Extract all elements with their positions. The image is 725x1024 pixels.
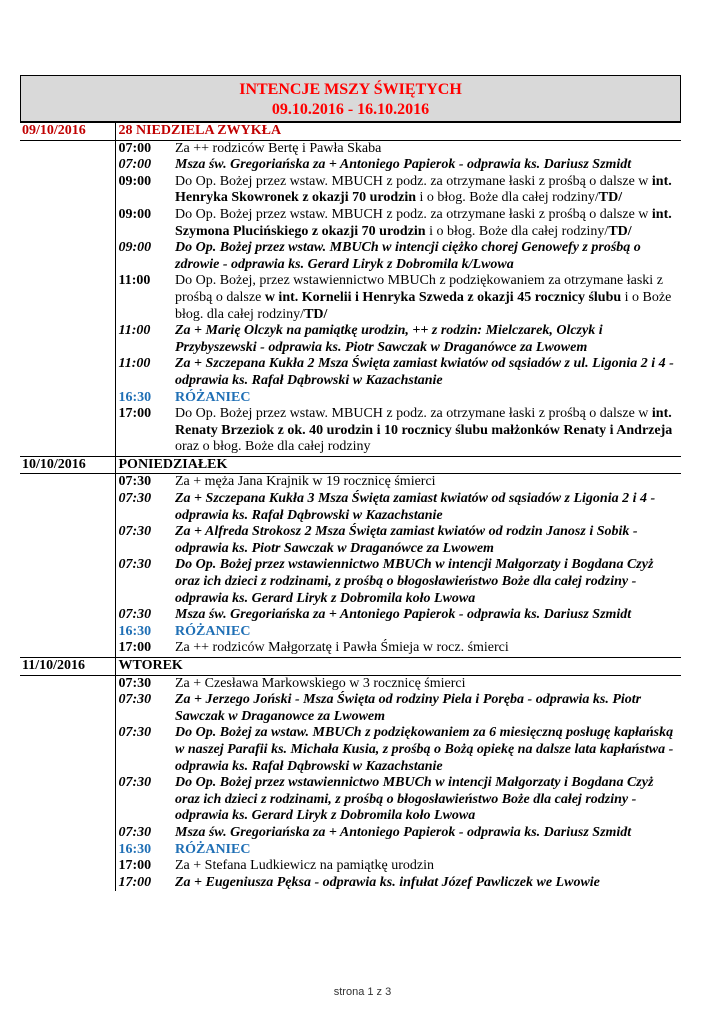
intention-row [20, 356, 681, 389]
mass-time: 07:30 [118, 524, 152, 540]
intention-text-part: Do Op. Bożej przez wstaw. MBUCH z podz. za otrzymane łaski z prośbą o dalsze w [175, 406, 652, 422]
intention-text [173, 207, 681, 240]
header-banner [20, 75, 681, 122]
mass-time: 11:00 [118, 273, 151, 289]
intention-text-part: Do Op. Bożej przez wstawiennictwo MBUCh w intencji Małgorzaty i Bogdana Czyż oraz ich dzieci z rodzinami, z prośbą o błogosławieństwo Boże dla całej rodziny - odprawia ks. Gerard Liryk z Dobromila koło Lwowa [175, 775, 654, 824]
intention-text-part: Do Op. Bożej przez wstawiennictwo MBUCh w intencji Małgorzaty i Bogdana Czyż oraz ich dzieci z rodzinami, z prośbą o błogosławieństwo Boże dla całej rodziny - odprawia ks. Gerard Liryk z Dobromila koło Lwowa [175, 557, 654, 606]
intention-row [20, 675, 681, 692]
intention-text [173, 692, 681, 725]
intention-row [20, 491, 681, 524]
date-cell-empty [20, 557, 115, 607]
intention-text [173, 858, 681, 875]
mass-time: 07:30 [118, 491, 152, 507]
intention-text-part: i o błog. Boże dla całej rodziny/ [425, 223, 609, 239]
mass-time: 07:30 [118, 557, 152, 573]
mass-time: 17:00 [118, 874, 152, 890]
date-cell-empty [20, 174, 115, 207]
intention-text-part: Za + męża Jana Krajnik w 19 rocznicę śmierci [175, 474, 436, 490]
mass-time: 07:30 [118, 607, 152, 623]
intention-row [20, 174, 681, 207]
mass-time: 17:00 [118, 858, 152, 874]
mass-time: 17:00 [118, 406, 152, 422]
intention-text [173, 557, 681, 607]
intentions-table [20, 122, 681, 891]
mass-time: 16:30 [118, 389, 152, 405]
intention-text-part: Do Op. Bożej, przez wstawiennictwo MBUCh z podziękowaniem za otrzymane łaski z prośbą o dalsze [175, 273, 663, 305]
intention-text-part: Za + Szczepana Kukła 2 Msza Święta zamiast kwiatów od sąsiadów z ul. Ligonia 2 i 4 - odprawia ks. Rafał Dąbrowski w Kazachstanie [175, 356, 674, 388]
intention-text [173, 825, 681, 842]
date-cell-empty [20, 607, 115, 624]
date-cell-empty [20, 474, 115, 491]
intention-text-part: int. Szymona Plucińskiego z okazji 70 urodzin [175, 206, 672, 239]
mass-time: 07:30 [118, 675, 152, 691]
intention-row [20, 273, 681, 323]
intention-row [20, 557, 681, 607]
intention-row [20, 875, 681, 892]
intention-text [173, 607, 681, 624]
intention-text [173, 842, 681, 859]
intention-text-part: i o błog. Boże dla całej rodziny/ [416, 190, 599, 206]
intention-row [20, 390, 681, 407]
intention-row [20, 323, 681, 356]
date-cell-empty [20, 406, 115, 456]
intention-row [20, 157, 681, 174]
intention-row [20, 406, 681, 456]
date-cell-empty [20, 207, 115, 240]
day-date: 10/10/2016 [20, 456, 115, 474]
date-cell-empty [20, 356, 115, 389]
mass-time: 07:30 [118, 824, 152, 840]
intention-text-part: Za + Jerzego Joński - Msza Święta od rodziny Piela i Poręba - odprawia ks. Piotr Sawczak w Draganowce za Lwowem [175, 692, 642, 724]
intention-row [20, 725, 681, 775]
intention-text [173, 524, 681, 557]
intention-text-part: Za + Szczepana Kukła 3 Msza Święta zamiast kwiatów od sąsiadów z Ligonia 2 i 4 - odprawia ks. Rafał Dąbrowski w Kazachstanie [175, 491, 656, 523]
date-cell-empty [20, 675, 115, 692]
intention-text-part: TD/ [608, 223, 632, 239]
intention-text [173, 273, 681, 323]
intention-row [20, 640, 681, 657]
intention-row [20, 775, 681, 825]
intention-text [173, 875, 681, 892]
date-cell-empty [20, 323, 115, 356]
page-number: strona 1 z 3 [333, 986, 392, 998]
mass-time: 07:30 [118, 474, 152, 490]
date-cell-empty [20, 725, 115, 775]
intention-text-part: Msza św. Gregoriańska za + Antoniego Papierok - odprawia ks. Dariusz Szmidt [175, 157, 632, 173]
date-cell-empty [20, 692, 115, 725]
page-title: INTENCJE MSZY ŚWIĘTYCH [239, 81, 462, 98]
intention-text-part: Za + Czesława Markowskiego w 3 rocznicę śmierci [175, 675, 466, 691]
date-cell-empty [20, 842, 115, 859]
date-cell-empty [20, 157, 115, 174]
day-name: WTOREK [115, 658, 681, 676]
intention-text [173, 775, 681, 825]
date-cell-empty [20, 390, 115, 407]
mass-time: 07:30 [118, 692, 152, 708]
intention-row [20, 240, 681, 273]
intention-row [20, 607, 681, 624]
intention-text-part: TD/ [598, 190, 623, 206]
mass-time: 07:00 [118, 140, 152, 156]
intention-text [173, 491, 681, 524]
intention-text-part: Za ++ rodziców Bertę i Pawła Skaba [175, 140, 382, 156]
day-name: PONIEDZIAŁEK [115, 456, 681, 474]
intention-text [173, 157, 681, 174]
intention-text-part: i o Boże błog. dla całej rodziny/ [175, 289, 672, 322]
day-date: 09/10/2016 [20, 123, 115, 141]
intention-text-part: Do Op. Bożej przez wstaw. MBUCH z podz. za otrzymane łaski z prośbą o dalsze w [175, 206, 652, 222]
intention-text [173, 725, 681, 775]
intention-text-part: RÓŻANIEC [175, 623, 251, 639]
intention-row [20, 207, 681, 240]
intention-text-part: Do Op. Bożej za wstaw. MBUCh z podziękowaniem za 6 miesięczną posługę kapłańską w naszej Parafii ks. Michała Kusia, z prośbą o Bożą opiekę na dalsze lata kapłaństwa - odprawia ks. Rafał Dąbrowski w Kazachstanie [175, 725, 674, 774]
day-date: 11/10/2016 [20, 658, 115, 676]
intention-row [20, 524, 681, 557]
date-cell-empty [20, 273, 115, 323]
mass-time: 09:00 [118, 240, 152, 256]
intention-text-part: RÓŻANIEC [175, 389, 251, 405]
mass-time: 16:30 [118, 841, 152, 857]
mass-intentions-sheet [20, 75, 681, 891]
date-cell-empty [20, 640, 115, 657]
date-cell-empty [20, 875, 115, 892]
day-header-row [20, 456, 681, 474]
intention-row [20, 842, 681, 859]
mass-time: 09:00 [118, 206, 152, 222]
mass-time: 16:30 [118, 623, 152, 639]
intention-text-part: Msza św. Gregoriańska za + Antoniego Papierok - odprawia ks. Dariusz Szmidt [175, 607, 632, 623]
mass-time: 07:00 [118, 157, 152, 173]
intention-text-part: Do Op. Bożej przez wstaw. MBUCh w intencji ciężko chorej Genowefy z prośbą o zdrowie - odprawia ks. Gerard Liryk z Dobromila k/Lwowa [175, 240, 641, 272]
intention-text-part: int. Renaty Brzeziok z ok. 40 urodzin i 10 rocznicy ślubu małżonków Renaty i Andrzeja [175, 406, 673, 438]
date-cell-empty [20, 140, 115, 157]
day-header-row [20, 658, 681, 676]
intention-row [20, 474, 681, 491]
intention-row [20, 692, 681, 725]
intention-row [20, 624, 681, 641]
intention-text-part: Za + Eugeniusza Pęksa - odprawia ks. infułat Józef Pawliczek we Lwowie [175, 874, 600, 890]
date-cell-empty [20, 524, 115, 557]
intention-text-part: w int. Kornelii i Henryka Szweda z okazji 45 rocznicy ślubu [264, 289, 622, 305]
intention-text-part: oraz o błog. Boże dla całej rodziny [175, 439, 371, 455]
intention-text-part: Za + Alfreda Strokosz 2 Msza Święta zamiast kwiatów od rodzin Janosz i Sobik - odprawia ks. Piotr Sawczak w Draganówce za Lwowem [175, 524, 638, 556]
date-cell-empty [20, 858, 115, 875]
intention-text [173, 174, 681, 207]
day-header-row [20, 123, 681, 141]
intention-text [173, 624, 681, 641]
date-cell-empty [20, 240, 115, 273]
intention-text [173, 474, 681, 491]
intention-text [173, 406, 681, 456]
mass-time: 17:00 [118, 640, 152, 656]
intention-text-part: TD/ [304, 306, 328, 322]
mass-time: 11:00 [118, 356, 151, 372]
intention-text-part: Za ++ rodziców Małgorzatę i Pawła Śmieja w rocz. śmierci [175, 640, 509, 656]
intention-text [173, 390, 681, 407]
intention-row [20, 825, 681, 842]
intention-text [173, 640, 681, 657]
date-cell-empty [20, 825, 115, 842]
intention-text-part: Za + Stefana Ludkiewicz na pamiątkę urodzin [175, 858, 435, 874]
intention-text-part: Za + Marię Olczyk na pamiątkę urodzin, ++ z rodzin: Mielczarek, Olczyk i Przybyszewski - odprawia ks. Piotr Sawczak w Draganówce za Lwowem [175, 323, 603, 355]
intention-row [20, 858, 681, 875]
mass-time: 07:30 [118, 725, 152, 741]
intention-row [20, 140, 681, 157]
date-cell-empty [20, 491, 115, 524]
intention-text [173, 140, 681, 157]
mass-time: 11:00 [118, 323, 151, 339]
date-cell-empty [20, 775, 115, 825]
intention-text-part: Msza św. Gregoriańska za + Antoniego Papierok - odprawia ks. Dariusz Szmidt [175, 824, 632, 840]
intention-text-part: RÓŻANIEC [175, 841, 251, 857]
intention-text [173, 240, 681, 273]
day-name: 28 NIEDZIELA ZWYKŁA [115, 123, 681, 141]
mass-time: 09:00 [118, 173, 152, 189]
intentions-table-body [20, 123, 681, 892]
date-range: 09.10.2016 - 16.10.2016 [271, 101, 430, 118]
date-cell-empty [20, 624, 115, 641]
mass-time: 07:30 [118, 775, 152, 791]
intention-text [173, 675, 681, 692]
intention-text-part: int. Henryka Skowronek z okazji 70 urodzin [175, 173, 672, 206]
intention-text [173, 356, 681, 389]
intention-text-part: Do Op. Bożej przez wstaw. MBUCH z podz. za otrzymane łaski z prośbą o dalsze w [175, 173, 652, 189]
intention-text [173, 323, 681, 356]
